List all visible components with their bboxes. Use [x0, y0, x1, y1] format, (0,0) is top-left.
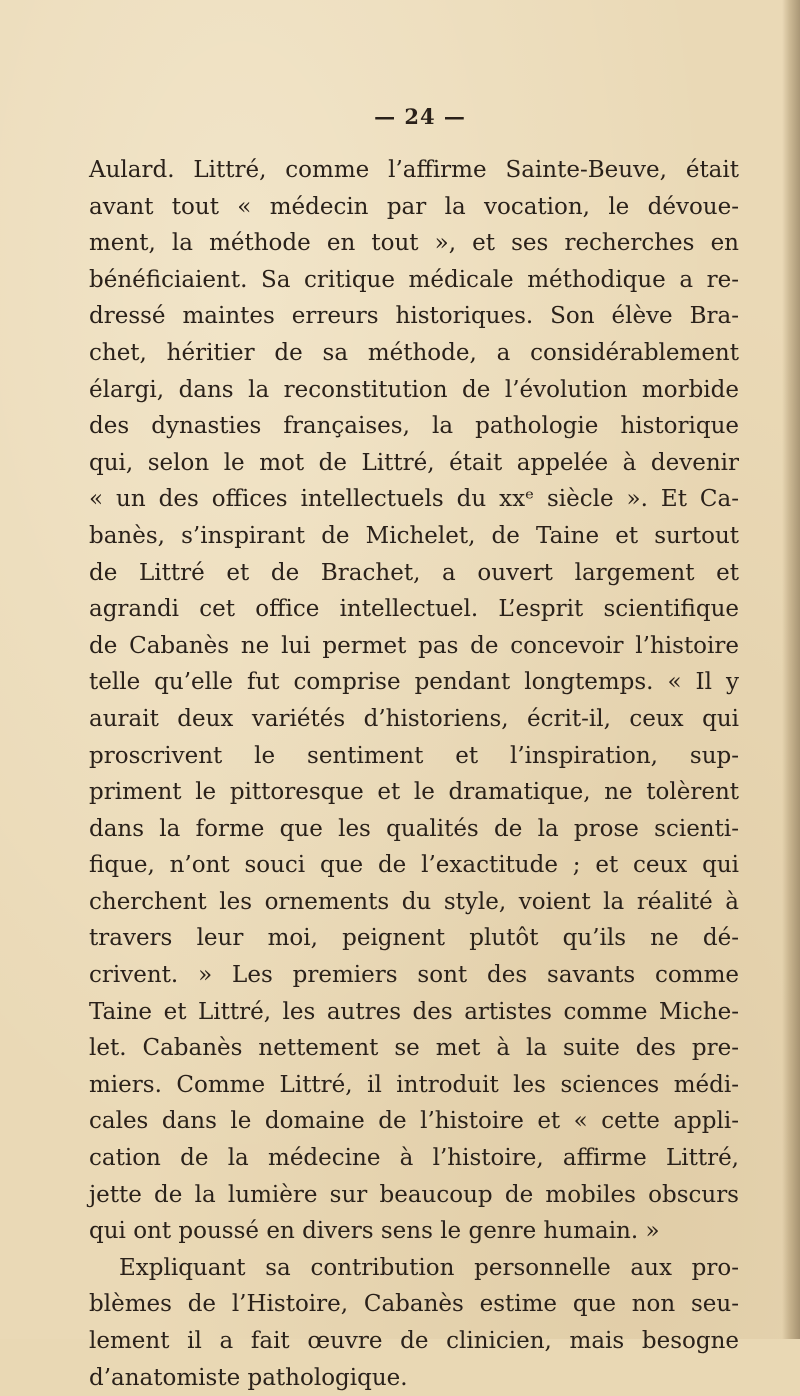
text-line: cation de la médecine à l’histoire, affirme Littré,	[89, 1145, 739, 1172]
text-line: élargi, dans la reconstitution de l’évolution morbide	[89, 376, 739, 403]
text-line: fique, n’ont souci que de l’exactitude ; et ceux qui	[89, 852, 739, 879]
text-line: dressé maintes erreurs historiques. Son élève Bra-	[89, 303, 739, 330]
page-number: — 24 —	[374, 104, 466, 129]
text-line: priment le pittoresque et le dramatique, ne tolèrent	[89, 779, 739, 806]
text-line: banès, s’inspirant de Michelet, de Taine et surtout	[89, 522, 739, 549]
text-line: telle qu’elle fut comprise pendant longtemps. « Il y	[89, 669, 739, 696]
text-line: ment, la méthode en tout », et ses recherches en	[89, 230, 739, 257]
text-line: avant tout « médecin par la vocation, le dévoue-	[89, 193, 739, 220]
text-line: chet, héritier de sa méthode, a considérablement	[89, 339, 739, 366]
text-line: miers. Comme Littré, il introduit les sciences médi-	[89, 1071, 739, 1098]
text-line: dans la forme que les qualités de la prose scienti-	[89, 815, 739, 842]
text-line: cherchent les ornements du style, voient la réalité à	[89, 888, 739, 915]
text-line: qui ont poussé en divers sens le genre humain. »	[89, 1218, 660, 1245]
text-line: jette de la lumière sur beaucoup de mobiles obscurs	[89, 1181, 739, 1208]
text-line: bénéficiaient. Sa critique médicale méthodique a re-	[89, 266, 739, 293]
text-line: qui, selon le mot de Littré, était appelée à devenir	[89, 449, 739, 476]
text-line: de Cabanès ne lui permet pas de concevoir l’histoire	[89, 632, 739, 659]
text-line: Aulard. Littré, comme l’affirme Sainte-Beuve, était	[89, 157, 739, 183]
text-line: agrandi cet office intellectuel. L’esprit scientifique	[89, 596, 739, 623]
body-text	[89, 152, 739, 1396]
text-line: travers leur moi, peignent plutôt qu’ils ne dé-	[89, 925, 739, 952]
text-line: blèmes de l’Histoire, Cabanès estime que non seu-	[89, 1291, 739, 1318]
text-line: aurait deux variétés d’historiens, écrit-il, ceux qui	[89, 705, 739, 732]
text-line: let. Cabanès nettement se met à la suite des pre-	[89, 1035, 739, 1062]
page-edge-shadow	[782, 0, 800, 1339]
text-line: de Littré et de Brachet, a ouvert largement et	[89, 559, 739, 586]
text-line: d’anatomiste pathologique.	[89, 1364, 408, 1391]
text-line: « un des offices intellectuels du xxᵉ siècle ». Et Ca-	[89, 486, 739, 513]
text-line: Expliquant sa contribution personnelle aux pro-	[119, 1254, 739, 1281]
text-line: Taine et Littré, les autres des artistes comme Miche-	[89, 998, 739, 1025]
text-line: cales dans le domaine de l’histoire et « cette appli-	[89, 1108, 739, 1135]
text-line: crivent. » Les premiers sont des savants comme	[89, 962, 739, 989]
text-line: lement il a fait œuvre de clinicien, mais besogne	[89, 1328, 739, 1354]
text-line: proscrivent le sentiment et l’inspiration, sup-	[89, 742, 739, 769]
text-line: des dynasties françaises, la pathologie historique	[89, 413, 739, 440]
